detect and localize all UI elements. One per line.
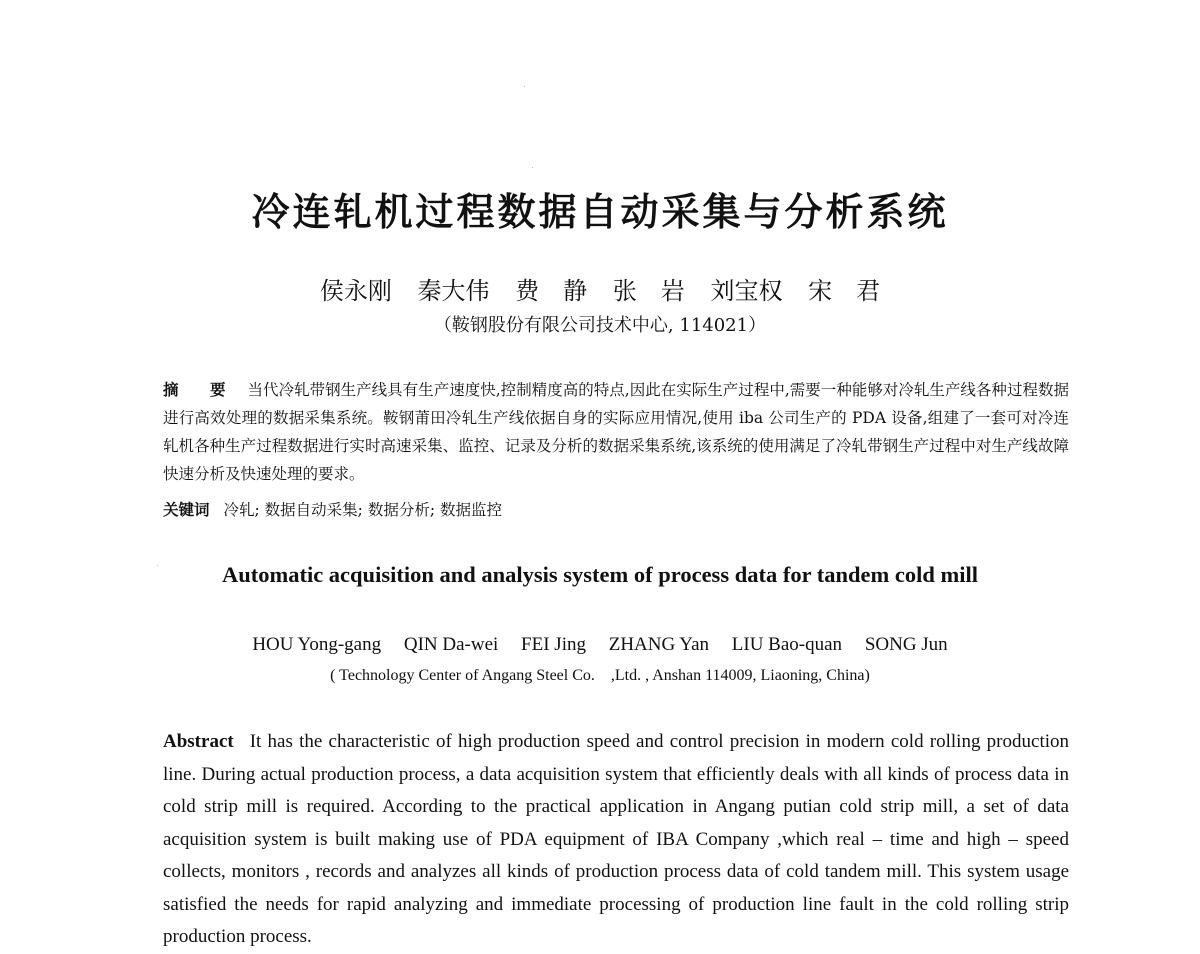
keywords-text: 冷轧; 数据自动采集; 数据分析; 数据监控	[223, 501, 502, 519]
affiliation-chinese: （鞍钢股份有限公司技术中心, 114021）	[433, 315, 767, 336]
author-en: SONG Jun	[864, 634, 948, 655]
keywords-label: 关键词	[163, 501, 210, 519]
author-cn: 刘宝权	[710, 277, 783, 305]
scan-speck	[524, 86, 525, 87]
author-cn: 侯永刚	[319, 277, 392, 305]
abstract-cn-label: 摘 要	[163, 381, 234, 399]
title-english: Automatic acquisition and analysis system of process data for tandem cold mill	[221, 562, 979, 587]
author-cn: 张 岩	[612, 277, 685, 305]
affiliation-english: ( Technology Center of Angang Steel Co. ,Ltd. , Anshan 114009, Liaoning, China)	[330, 667, 870, 684]
scan-speck	[532, 167, 533, 168]
abstract-chinese	[163, 376, 1069, 488]
title-chinese: 冷连轧机过程数据自动采集与分析系统	[251, 190, 949, 234]
authors-chinese	[0, 274, 1200, 308]
author-en: HOU Yong-gang	[252, 634, 382, 655]
keywords-chinese	[163, 496, 1069, 524]
author-en: ZHANG Yan	[608, 634, 710, 655]
abstract-en-label: Abstract	[163, 731, 234, 752]
abstract-en-text: It has the characteristic of high production speed and control precision in modern cold rolling production line. During actual production process, a data acquisition system that efficiently deals with all kinds of process data in cold strip mill is required. According to the practical application in Angang putian cold strip mill, a set of data acquisition system is built making use of PDA equipment of IBA Company ,which real – time and high – speed collects, monitors , records and analyzes all kinds of production process data of cold tandem mill. This system usage satisfied the needs for rapid analyzing and immediate processing of production line fault in the cold rolling strip production process.	[163, 731, 1069, 947]
author-en: LIU Bao-quan	[731, 634, 843, 655]
author-en: QIN Da-wei	[403, 634, 499, 655]
authors-english	[0, 631, 1200, 659]
author-cn: 秦大伟	[417, 277, 490, 305]
author-cn: 宋 君	[808, 277, 881, 305]
abstract-english	[163, 726, 1069, 954]
author-en: FEI Jing	[521, 634, 586, 655]
abstract-cn-text: 当代冷轧带钢生产线具有生产速度快,控制精度高的特点,因此在实际生产过程中,需要一种能够对冷轧生产线各种过程数据进行高效处理的数据采集系统。鞍钢莆田冷轧生产线依据自身的实际应用情况,使用 iba 公司生产的 PDA 设备,组建了一套可对冷连轧机各种生产过程数据进行实时高速采集、监控、记录及分析的数据采集系统,该系统的使用满足了冷轧带钢生产过程中对生产线故障快速分析及快速处理的要求。	[163, 381, 1069, 483]
author-cn: 费 静	[515, 277, 588, 305]
